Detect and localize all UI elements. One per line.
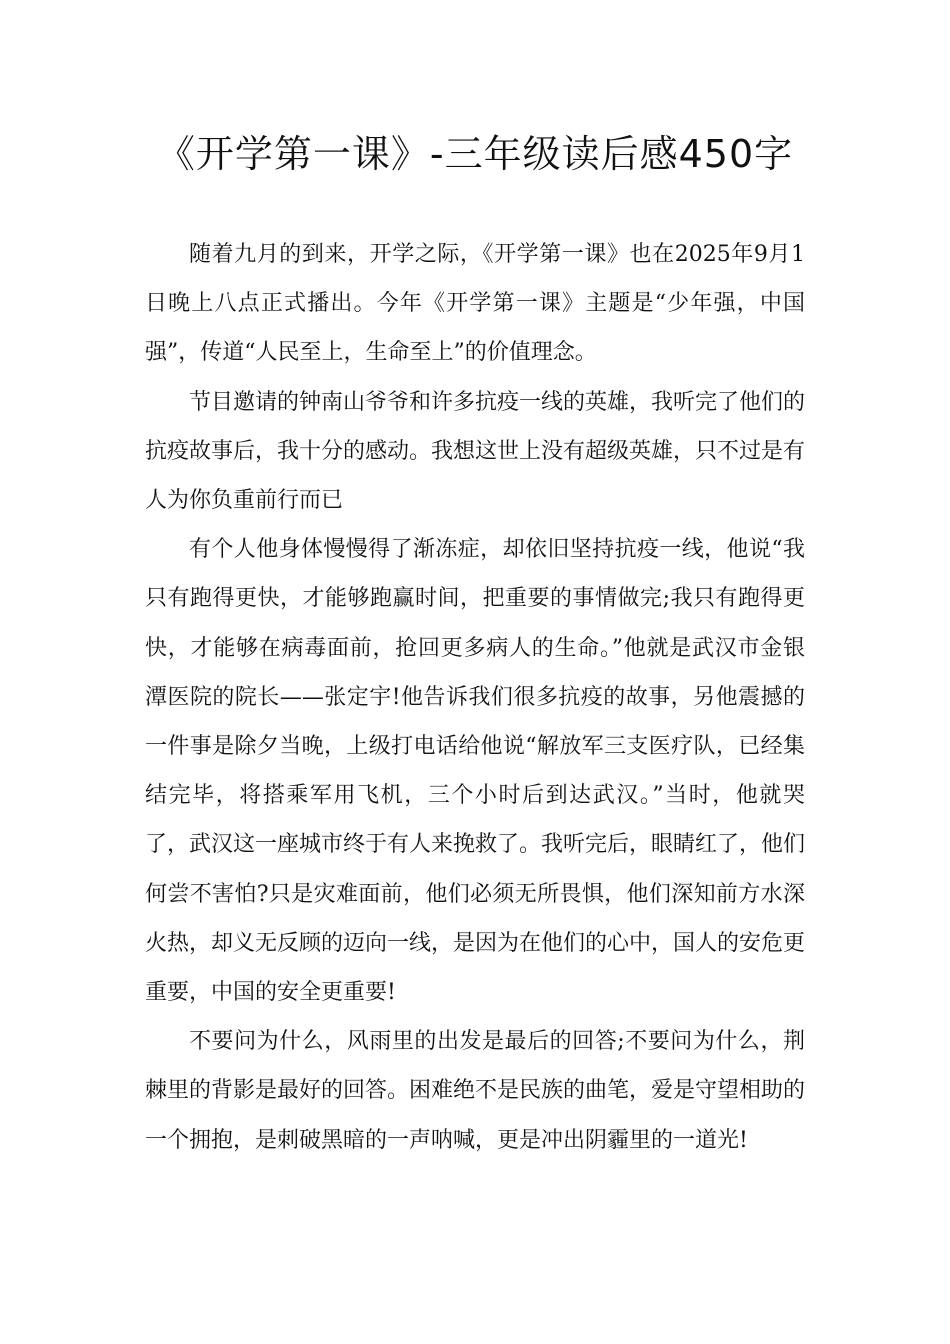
document-title: 《开学第一课》-三年级读后感450字 [156,132,794,176]
paragraph-conclusion: 不要问为什么，风雨里的出发是最后的回答;不要问为什么，荆棘里的背影是最好的回答。困难绝不是民族的曲笔，爱是守望相助的一个拥抱，是刺破黑暗的一声呐喊，更是冲出阴霾里的一道光! [145,1029,806,1153]
document-body [145,230,805,1165]
paragraph-story: 有个人他身体慢慢得了渐冻症，却依旧坚持抗疫一线，他说“我只有跑得更快，才能够跑赢时间，把重要的事情做完;我只有跑得更快，才能够在病毒面前，抢回更多病人的生命。”他就是武汉市金银潭医院的院长——张定宇!他告诉我们很多抗疫的故事，另他震撼的一件事是除夕当晚，上级打电话给他说“解放军三支医疗队，已经集结完毕，将搭乘军用飞机，三个小时后到达武汉。”当时，他就哭了，武汉这一座城市终于有人来挽救了。我听完后，眼睛红了，他们何尝不害怕?只是灾难面前，他们必须无所畏惧，他们深知前方水深火热，却义无反顾的迈向一线，是因为在他们的心中，国人的安危更重要，中国的安全更重要! [145,537,806,1006]
paragraph-intro: 随着九月的到来，开学之际，《开学第一课》也在2025年9月1日晚上八点正式播出。今年《开学第一课》主题是“少年强，中国强”，传道“人民至上，生命至上”的价值理念。 [145,242,805,366]
paragraph-heroes: 节目邀请的钟南山爷爷和许多抗疫一线的英雄，我听完了他们的抗疫故事后，我十分的感动。我想这世上没有超级英雄，只不过是有人为你负重前行而已 [145,389,806,514]
